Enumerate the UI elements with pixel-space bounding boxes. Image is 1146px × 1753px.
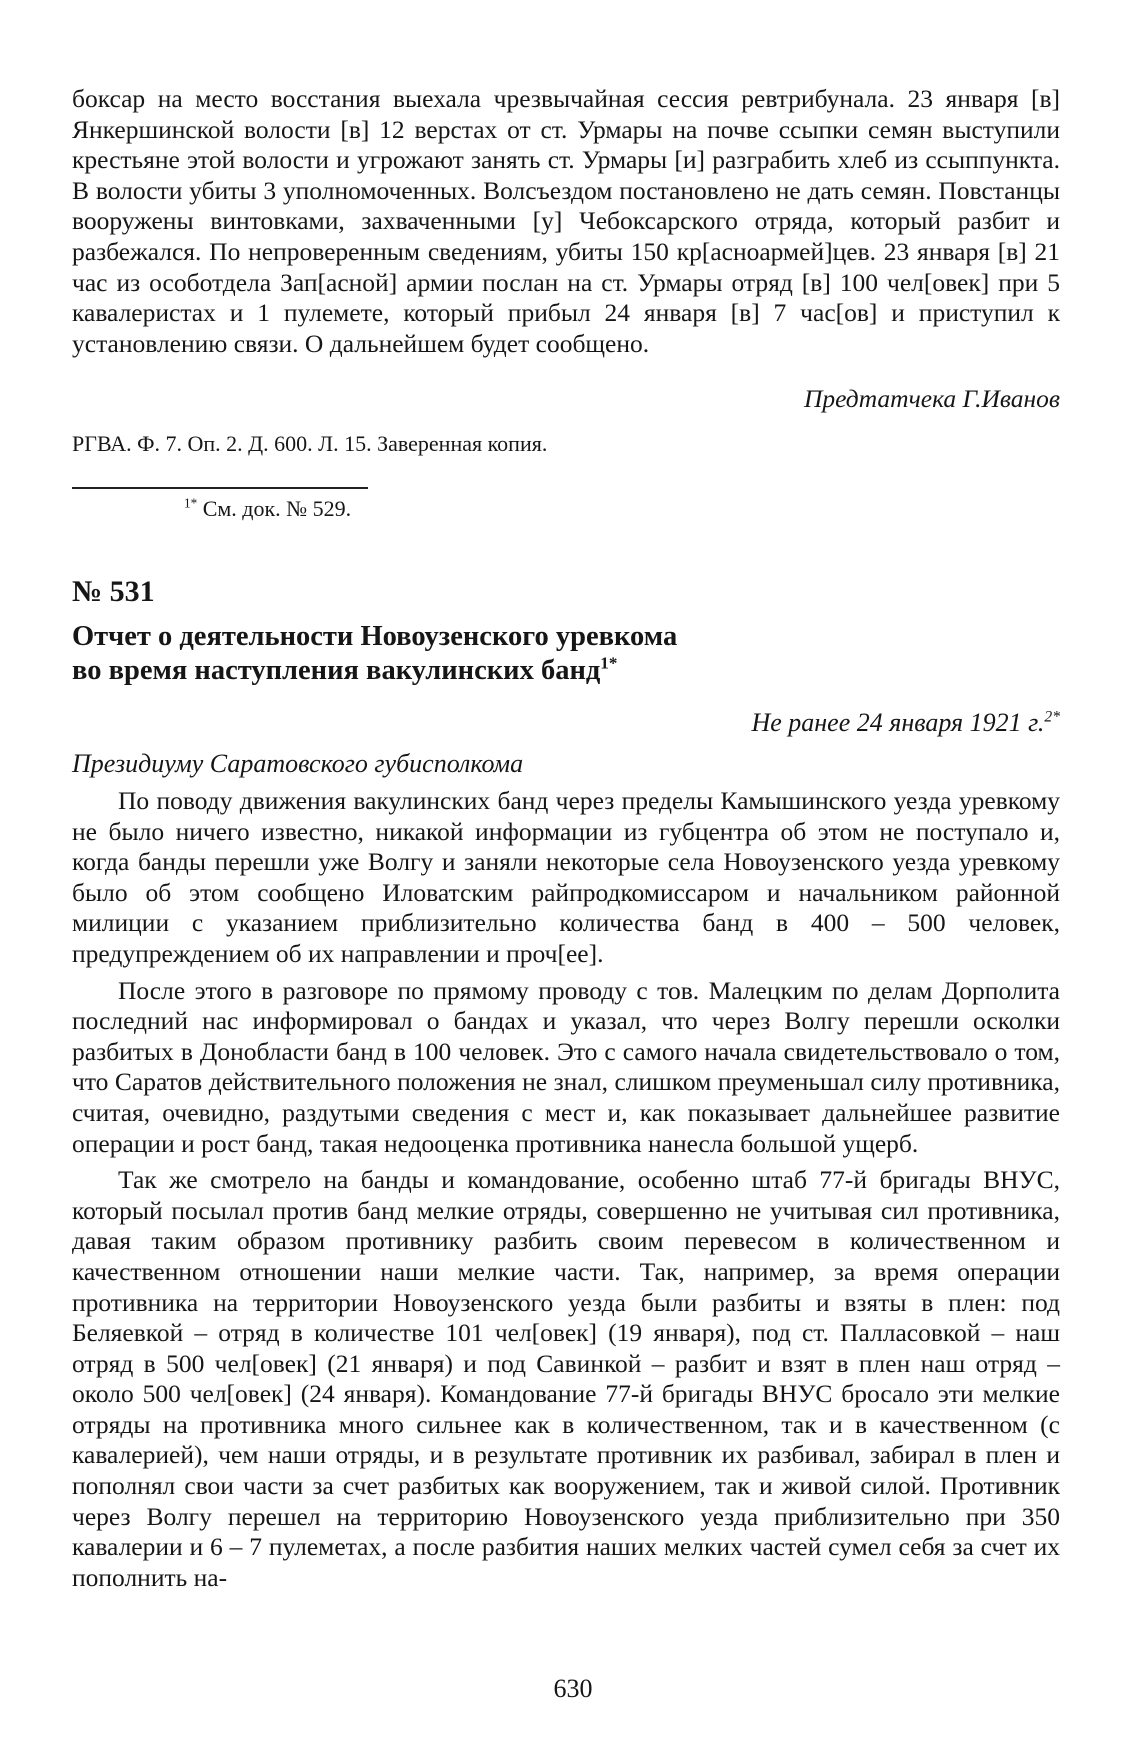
document-number: № 531: [72, 575, 155, 608]
document-header: [72, 574, 1060, 610]
signature: Предтатчека Г.Иванов: [803, 384, 1060, 413]
title-line-2-text: во время наступления вакулинских банд: [72, 655, 601, 686]
date-text: Не ранее 24 января 1921 г.: [751, 708, 1045, 737]
previous-document-continuation: [72, 84, 1060, 359]
body-paragraph-1: По поводу движения вакулинских банд через пределы Камышинского уезда уревкому не было ничего известно, никакой информации из губцентра об этом не поступало и, когда банды перешли уже Волгу и заняли некоторые села Новоузенского уезда уревкому было об этом сообщено Иловатским райпродкомиссаром и начальником районной милиции с указанием приблизительно количества банд в 400 – 500 человек, предупреждением об их направлении и проч[ее].: [72, 786, 1060, 968]
footnote-mark: 1*: [184, 495, 198, 511]
date-line: [72, 707, 1060, 739]
archive-source-text: РГВА. Ф. 7. Оп. 2. Д. 600. Л. 15. Заверенная копия.: [72, 431, 548, 456]
body-paragraph-3: Так же смотрело на банды и командование, особенно штаб 77-й бригады ВНУС, который посылал против банд мелкие отряды, совершенно не учитывая сил противника, давая таким образом противнику разбить своим перевесом в количественном и качественном отношении наши мелкие части. Так, например, за время операции противника на территории Новоузенского уезда были разбиты и взяты в плен: под Беляевкой – отряд в количестве 101 чел[овек] (19 января), под ст. Палласовкой – наш отряд в 500 чел[овек] (21 января) и под Савинкой – разбит и взят в плен наш отряд – около 500 чел[овек] (24 января). Командование 77-й бригады ВНУС бросало эти мелкие отряды на противника много сильнее как в количественном, так и в качественном (с кавалерией), чем наши отряды, и в результате противник их разбивал, забирал в плен и пополнял свои части за счет разбитых как вооружением, так и живой силой. Противник через Волгу перешел на территорию Новоузенского уезда приблизительно при 350 кавалерии и 6 – 7 пулеметах, а после разбития наших мелких частей сумел себя за счет их пополнить на-: [72, 1165, 1060, 1592]
document-title: [72, 620, 1060, 688]
addressee: Президиуму Саратовского губисполкома: [72, 749, 524, 778]
date-footnote-mark: 2*: [1044, 708, 1060, 726]
document-addressee: [72, 748, 1060, 780]
footnote-divider: [72, 487, 368, 489]
page-number: 630: [553, 1674, 593, 1703]
footnote: [72, 495, 1060, 523]
body-paragraph-2: После этого в разговоре по прямому проводу с тов. Малецким по делам Дорполита последний нас информировал о бандах и указал, что через Волгу перешли осколки разбитых в Донобласти банд в 100 человек. Это с самого начала свидетельствовало о том, что Саратов действительного положения не знал, слишком преуменьшал силу противника, считая, очевидно, раздутыми сведения с мест и, как показывает дальнейшее развитие операции и рост банд, такая недооценка противника нанесла большой ущерб.: [72, 975, 1060, 1158]
title-line-2: [72, 654, 1060, 688]
previous-document-signature: [72, 384, 1060, 414]
footnote-text: См. док. № 529.: [202, 496, 352, 521]
document-date: [72, 707, 1060, 739]
document-body: [72, 786, 1060, 1593]
footnote-block: [72, 487, 1060, 523]
title-line-1: Отчет о деятельности Новоузенского уревкома: [72, 621, 678, 652]
title-footnote-mark: 1*: [600, 653, 618, 673]
archive-source: [72, 430, 1060, 458]
previous-document-paragraph: боксар на место восстания выехала чрезвычайная сессия ревтрибунала. 23 января [в] Янкершинской волости [в] 12 верстах от ст. Урмары на почве ссыпки семян выступили крестьяне этой волости и угрожают занять ст. Урмары [и] разграбить хлеб из ссыппункта. В волости убиты 3 уполномоченных. Волсъездом постановлено не дать семян. Повстанцы вооружены винтовками, захваченными [у] Чебоксарского отряда, который разбит и разбежался. По непроверенным сведениям, убиты 150 кр[асноармей]цев. 23 января [в] 21 час из особотдела Зап[асной] армии послан на ст. Урмары отряд [в] 100 чел[овек] при 5 кавалеристах и 1 пулемете, который прибыл 24 января [в] 7 час[ов] и приступил к установлению связи. О дальнейшем будет сообщено.: [72, 84, 1060, 358]
